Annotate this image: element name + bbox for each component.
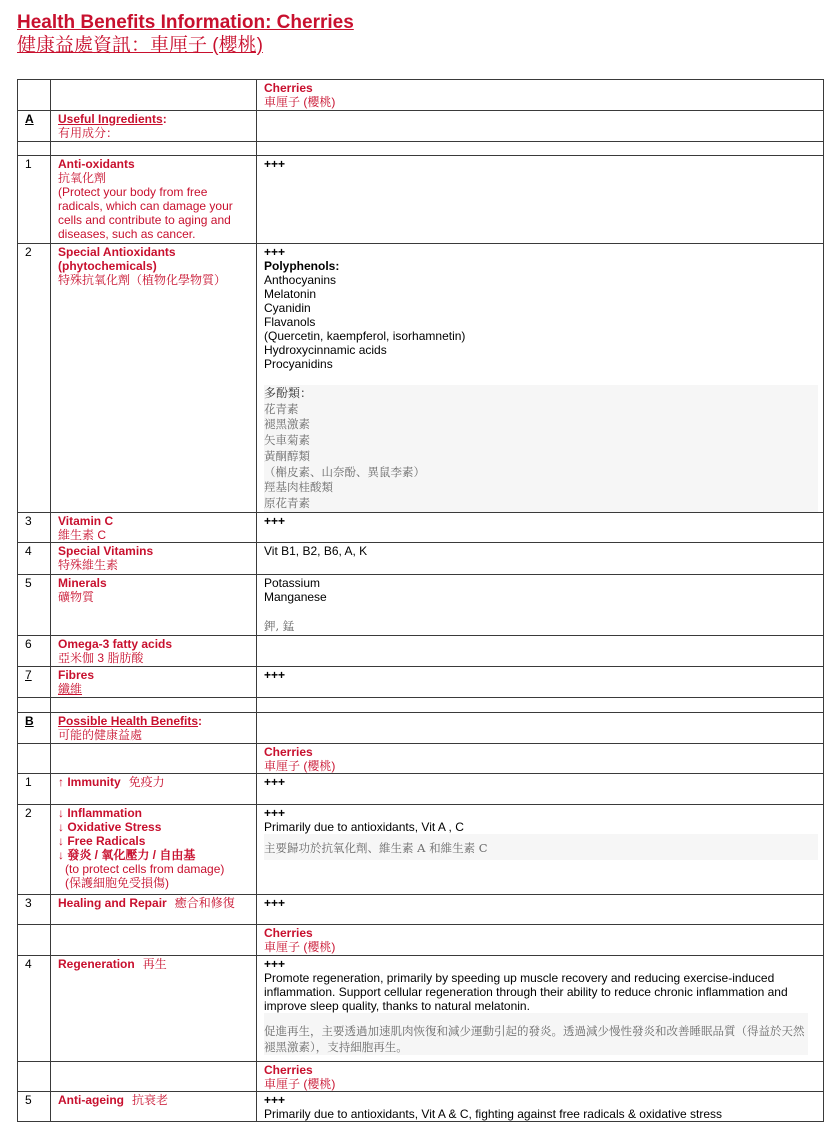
- table-header-row: [18, 80, 824, 111]
- rating: +++: [264, 775, 286, 789]
- benefit-line: ↓ Free Radicals: [58, 834, 146, 848]
- polyphenol-item: Anthocyanins: [264, 273, 337, 287]
- benefit-description: Promote regeneration, primarily by speeding up muscle recovery and reducing exercise-induced inflammation. Support cellular regeneration through their ability to reduce chronic inflammation and improve sleep quality, thanks to natural melatonin.: [264, 971, 788, 1013]
- row-number: 4: [18, 543, 51, 575]
- column-header-zh: 車厘子 (櫻桃): [264, 95, 336, 109]
- section-a-title: Useful Ingredients: [58, 112, 163, 126]
- ingredient-name-zh: 特殊維生素: [58, 558, 119, 572]
- benefit-name-zh: 免疫力: [128, 775, 165, 789]
- minerals-zh: 鉀, 錳: [264, 619, 295, 633]
- benefit-name: Regeneration: [58, 957, 135, 971]
- polyphenol-item-zh: （槲皮素、山奈酚、異鼠李素）: [264, 464, 425, 479]
- empty-cell: [257, 636, 824, 667]
- column-header: [257, 80, 824, 111]
- row-number: 4: [18, 956, 51, 1062]
- ingredient-name-zh: 抗氧化劑: [58, 171, 107, 185]
- rating: +++: [264, 1093, 286, 1107]
- table-row: [18, 895, 824, 925]
- benefit-note: (to protect cells from damage): [65, 862, 225, 876]
- benefit-name-zh: 再生: [142, 957, 167, 971]
- table-row: [18, 156, 824, 244]
- column-header-en: Cherries: [264, 1063, 313, 1077]
- table-row: [18, 1092, 824, 1122]
- section-a-title-zh: 有用成分：: [58, 126, 119, 140]
- table-row: [18, 244, 824, 513]
- benefit-name-zh: 癒合和修復: [174, 896, 235, 910]
- column-header-en: Cherries: [264, 745, 313, 759]
- row-number: 3: [18, 513, 51, 543]
- rating: +++: [264, 957, 286, 971]
- page-title-zh: 健康益處資訊：車厘子 (櫻桃): [17, 35, 263, 56]
- rating: +++: [264, 668, 286, 682]
- section-a-header-row: [18, 111, 824, 142]
- empty-cell: [257, 713, 824, 744]
- ingredient-name: Anti-oxidants: [58, 157, 135, 171]
- column-header-zh: 車厘子 (櫻桃): [264, 759, 336, 773]
- spacer-row: [18, 698, 824, 713]
- row-number: 6: [18, 636, 51, 667]
- row-number: 1: [18, 156, 51, 244]
- benefit-description-zh: 主要歸功於抗氧化劑、維生素 A 和維生素 C: [264, 841, 488, 855]
- health-benefits-table: [17, 79, 824, 1122]
- section-b-title-zh: 可能的健康益處: [58, 728, 143, 742]
- table-row: [18, 575, 824, 636]
- polyphenol-item-zh: 花青素: [264, 401, 299, 416]
- rating: +++: [264, 514, 286, 528]
- polyphenol-item: (Quercetin, kaempferol, isorhamnetin): [264, 329, 466, 343]
- row-number: 7: [18, 667, 51, 698]
- section-a-letter: A: [25, 112, 34, 126]
- polyphenol-item-zh: 原花青素: [264, 495, 310, 510]
- ingredient-name: Special Vitamins: [58, 544, 154, 558]
- polyphenols-label-zh: 多酚類：: [264, 386, 313, 400]
- vitamins-value: Vit B1, B2, B6, A, K: [264, 544, 368, 558]
- row-number: 2: [18, 244, 51, 513]
- benefit-description-zh-block: [264, 834, 818, 860]
- ingredient-name-zh: 礦物質: [58, 590, 95, 604]
- rating: +++: [264, 896, 286, 910]
- ingredient-name: Vitamin C: [58, 514, 114, 528]
- section-b-letter: B: [25, 714, 34, 728]
- row-number: 1: [18, 774, 51, 805]
- benefit-description-zh: 促進再生，主要透過加速肌肉恢復和減少運動引起的發炎。透過減少慢性發炎和改善睡眠品質（得益於天然褪黑激素），支持細胞再生。: [264, 1024, 805, 1054]
- row-number: 2: [18, 805, 51, 895]
- table-row: [18, 636, 824, 667]
- rating: +++: [264, 245, 286, 259]
- ingredient-name-zh: 維生素 C: [58, 528, 107, 542]
- table-row: [18, 956, 824, 1062]
- benefit-name: Healing and Repair: [58, 896, 167, 910]
- benefit-description: Primarily due to antioxidants, Vit A & C, fighting against free radicals & oxidative stress: [264, 1107, 723, 1121]
- page-title: Health Benefits Information: Cherries: [17, 12, 354, 33]
- column-header-en: Cherries: [264, 926, 313, 940]
- empty-cell: [257, 111, 824, 142]
- empty-cell: [51, 80, 257, 111]
- ingredient-name-zh: 特殊抗氧化劑（植物化學物質）: [58, 273, 227, 287]
- empty-cell: [18, 80, 51, 111]
- ingredient-name: Omega-3 fatty acids: [58, 637, 173, 651]
- table-row: [18, 667, 824, 698]
- section-a-title-colon: :: [162, 112, 167, 126]
- polyphenol-item-zh: 黃酮醇類: [264, 448, 310, 463]
- rating: +++: [264, 806, 286, 820]
- ingredient-name-line2: (phytochemicals): [58, 259, 157, 273]
- row-number: 5: [18, 1092, 51, 1122]
- polyphenol-item-zh: 羥基肉桂酸類: [264, 480, 333, 495]
- benefit-note-zh: (保護細胞免受損傷): [65, 876, 169, 890]
- mineral-item: Manganese: [264, 590, 327, 604]
- mineral-item: Potassium: [264, 576, 321, 590]
- benefit-description-zh-block: [264, 1013, 808, 1055]
- rating: +++: [264, 157, 286, 171]
- polyphenol-item: Melatonin: [264, 287, 317, 301]
- benefit-name-zh: 抗衰老: [132, 1093, 169, 1107]
- polyphenol-item: Procyanidins: [264, 357, 333, 371]
- ingredient-name: Minerals: [58, 576, 107, 590]
- table-row: [18, 513, 824, 543]
- table-row: [18, 774, 824, 805]
- polyphenol-item-zh: 褪黑激素: [264, 417, 310, 432]
- ingredient-note: (Protect your body from free radicals, which can damage your cells and contribute to aging and diseases, such as cancer.: [58, 185, 233, 241]
- column-header-row: [18, 925, 824, 956]
- row-number: 5: [18, 575, 51, 636]
- section-b-title-colon: :: [198, 714, 203, 728]
- row-number: 3: [18, 895, 51, 925]
- table-row: [18, 805, 824, 895]
- benefit-description: Primarily due to antioxidants, Vit A , C: [264, 820, 464, 834]
- benefit-name: ↑ Immunity: [58, 775, 121, 789]
- column-header-row: [18, 744, 824, 774]
- polyphenol-item-zh: 矢車菊素: [264, 433, 310, 448]
- benefit-line-zh: ↓ 發炎 / 氧化壓力 / 自由基: [58, 848, 196, 862]
- section-b-header-row: [18, 713, 824, 744]
- polyphenols-label: Polyphenols:: [264, 259, 340, 273]
- benefit-line: ↓ Inflammation: [58, 806, 143, 820]
- polyphenol-item: Cyanidin: [264, 301, 311, 315]
- spacer-row: [18, 142, 824, 156]
- column-header-zh: 車厘子 (櫻桃): [264, 1077, 336, 1091]
- table-row: [18, 543, 824, 575]
- polyphenol-item: Flavanols: [264, 315, 316, 329]
- ingredient-name-zh: 纖維: [58, 682, 83, 696]
- ingredient-name-zh: 亞米伽 3 脂肪酸: [58, 651, 144, 665]
- column-header-row: [18, 1062, 824, 1092]
- benefit-name: Anti-ageing: [58, 1093, 124, 1107]
- benefit-line: ↓ Oxidative Stress: [58, 820, 162, 834]
- polyphenols-zh-block: [264, 385, 818, 512]
- polyphenol-item: Hydroxycinnamic acids: [264, 343, 387, 357]
- column-header-zh: 車厘子 (櫻桃): [264, 940, 336, 954]
- section-b-title: Possible Health Benefits: [58, 714, 199, 728]
- ingredient-name: Fibres: [58, 668, 95, 682]
- column-header-en: Cherries: [264, 81, 313, 95]
- ingredient-name: Special Antioxidants: [58, 245, 176, 259]
